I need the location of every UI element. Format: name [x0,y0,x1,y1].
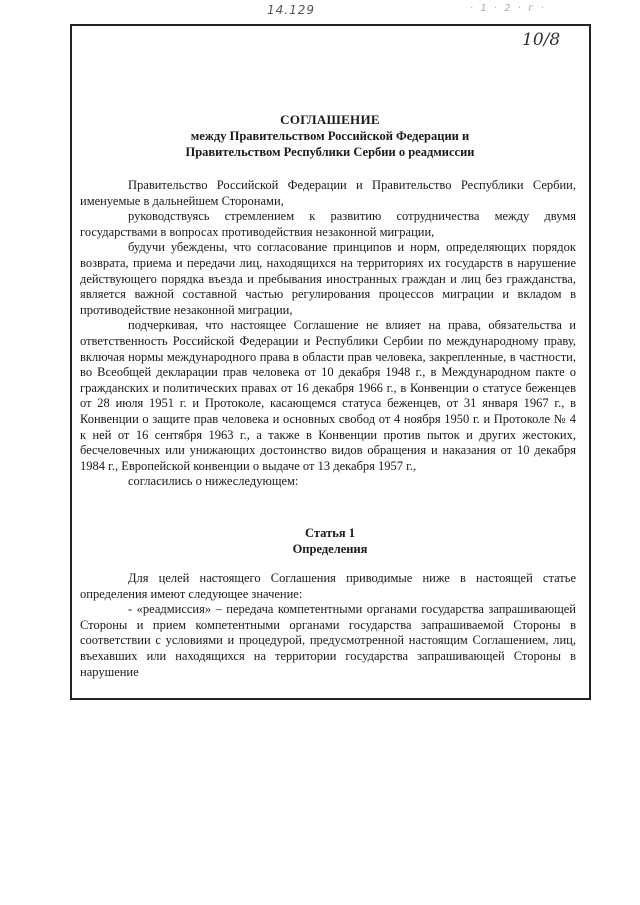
preamble-paragraph: согласились о нижеследующем: [128,474,299,489]
preamble-paragraph: подчеркивая, что настоящее Соглашение не влияет на права, обязательства и ответственность Российской Федерации и Республики Сербии по международному праву, включая нормы международного права в области прав человека, закрепленные, в частности, во Всеобщей декларации прав человека от 10 декабря 1948 г., в Международном пакте о гражданских и политических правах от 16 декабря 1966 г., в Конвенции о статусе беженцев от 28 июля 1951 г. и Протоколе, касающемся статуса беженцев, от 31 января 1967 г., в Конвенции о защите прав человека и основных свобод от 4 ноября 1950 г. и Протоколе № 4 к ней от 16 сентября 1963 г., а также в Конвенции против пыток и других жестоких, бесчеловечных или унижающих достоинство видов обращения и наказания от 10 декабря 1984 г., Европейской конвенции о выдаче от 13 декабря 1957 г., [80,318,576,473]
preamble-paragraph: Правительство Российской Федерации и Правительство Республики Сербии, именуемые в дальнейшем Сторонами, [80,178,576,208]
preamble-paragraph: руководствуясь стремлением к развитию сотрудничества между двумя государствами в вопросах противодействия незаконной миграции, [80,209,576,239]
article-paragraph: - «реадмиссия» – передача компетентными органами государства запрашивающей Стороны и прием компетентными органами государства запрашиваемой Стороны в соответствии с условиями и процедурой, предусмотренной настоящим Соглашением, лиц, въехавших или находящихся на территории государства запрашивающей Стороны в нарушение [80,602,576,679]
faint-stamp-text: · 1 · 2 · г · [470,3,546,14]
article-title: Определения [292,542,368,556]
preamble-paragraph: будучи убеждены, что согласование принципов и норм, определяющих порядок возврата, приема и передачи лиц, находящихся на территориях их государств в нарушение действующего порядка въезда и пребывания иностранных граждан и лиц без гражданства, является важной составной частью регулирования процессов миграции и вкладом в противодействие незаконной миграции, [80,240,576,317]
handwritten-registry-number: 14.129 [267,3,315,17]
preamble [80,178,576,490]
document-title [80,112,580,160]
article-body [80,571,576,680]
title-line-2: Правительством Республики Сербии о реадмиссии [185,145,475,159]
article-number: Статья 1 [305,526,355,540]
article-paragraph: Для целей настоящего Соглашения приводимые ниже в настоящей статье определения имеют следующее значение: [80,571,576,601]
article-heading [80,525,580,557]
title-main: СОГЛАШЕНИЕ [280,112,380,127]
handwritten-page-number: 10/8 [522,30,561,50]
title-line-1: между Правительством Российской Федерации и [190,129,470,143]
